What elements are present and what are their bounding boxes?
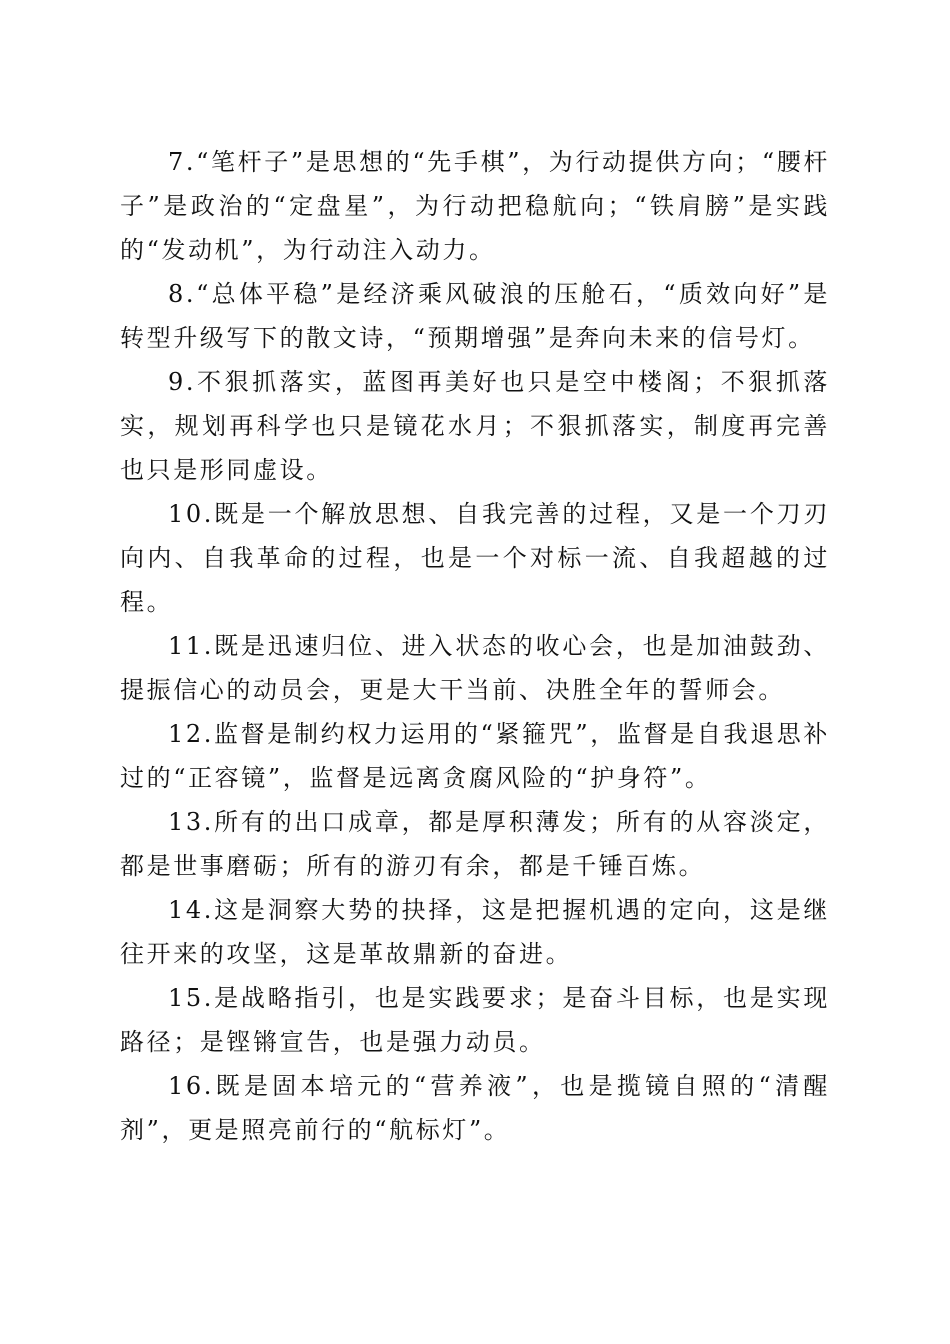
paragraph-11: 11.既是迅速归位、进入状态的收心会，也是加油鼓劲、提振信心的动员会，更是大干当前、决胜全年的誓师会。 [120,632,830,704]
paragraph-9: 9.不狠抓落实，蓝图再美好也只是空中楼阁；不狠抓落实，规划再科学也只是镜花水月；不狠抓落实，制度再完善也只是形同虚设。 [120,368,830,484]
paragraph-10: 10.既是一个解放思想、自我完善的过程，又是一个刀刃向内、自我革命的过程，也是一个对标一流、自我超越的过程。 [120,500,830,616]
paragraph-14: 14.这是洞察大势的抉择，这是把握机遇的定向，这是继往开来的攻坚，这是革故鼎新的奋进。 [120,896,830,968]
paragraph-15: 15.是战略指引，也是实践要求；是奋斗目标，也是实现路径；是铿锵宣告，也是强力动员。 [120,984,830,1056]
paragraph-12: 12.监督是制约权力运用的“紧箍咒”，监督是自我退思补过的“正容镜”，监督是远离贪腐风险的“护身符”。 [120,720,830,792]
paragraph-13: 13.所有的出口成章，都是厚积薄发；所有的从容淡定，都是世事磨砺；所有的游刃有余，都是千锤百炼。 [120,808,830,880]
paragraph-7: 7.“笔杆子”是思想的“先手棋”，为行动提供方向；“腰杆子”是政治的“定盘星”，为行动把稳航向；“铁肩膀”是实践的“发动机”，为行动注入动力。 [120,148,830,264]
paragraph-8: 8.“总体平稳”是经济乘风破浪的压舱石，“质效向好”是转型升级写下的散文诗，“预期增强”是奔向未来的信号灯。 [120,280,830,352]
document-body [120,140,830,1152]
paragraph-16: 16.既是固本培元的“营养液”，也是揽镜自照的“清醒剂”，更是照亮前行的“航标灯”。 [120,1072,830,1144]
